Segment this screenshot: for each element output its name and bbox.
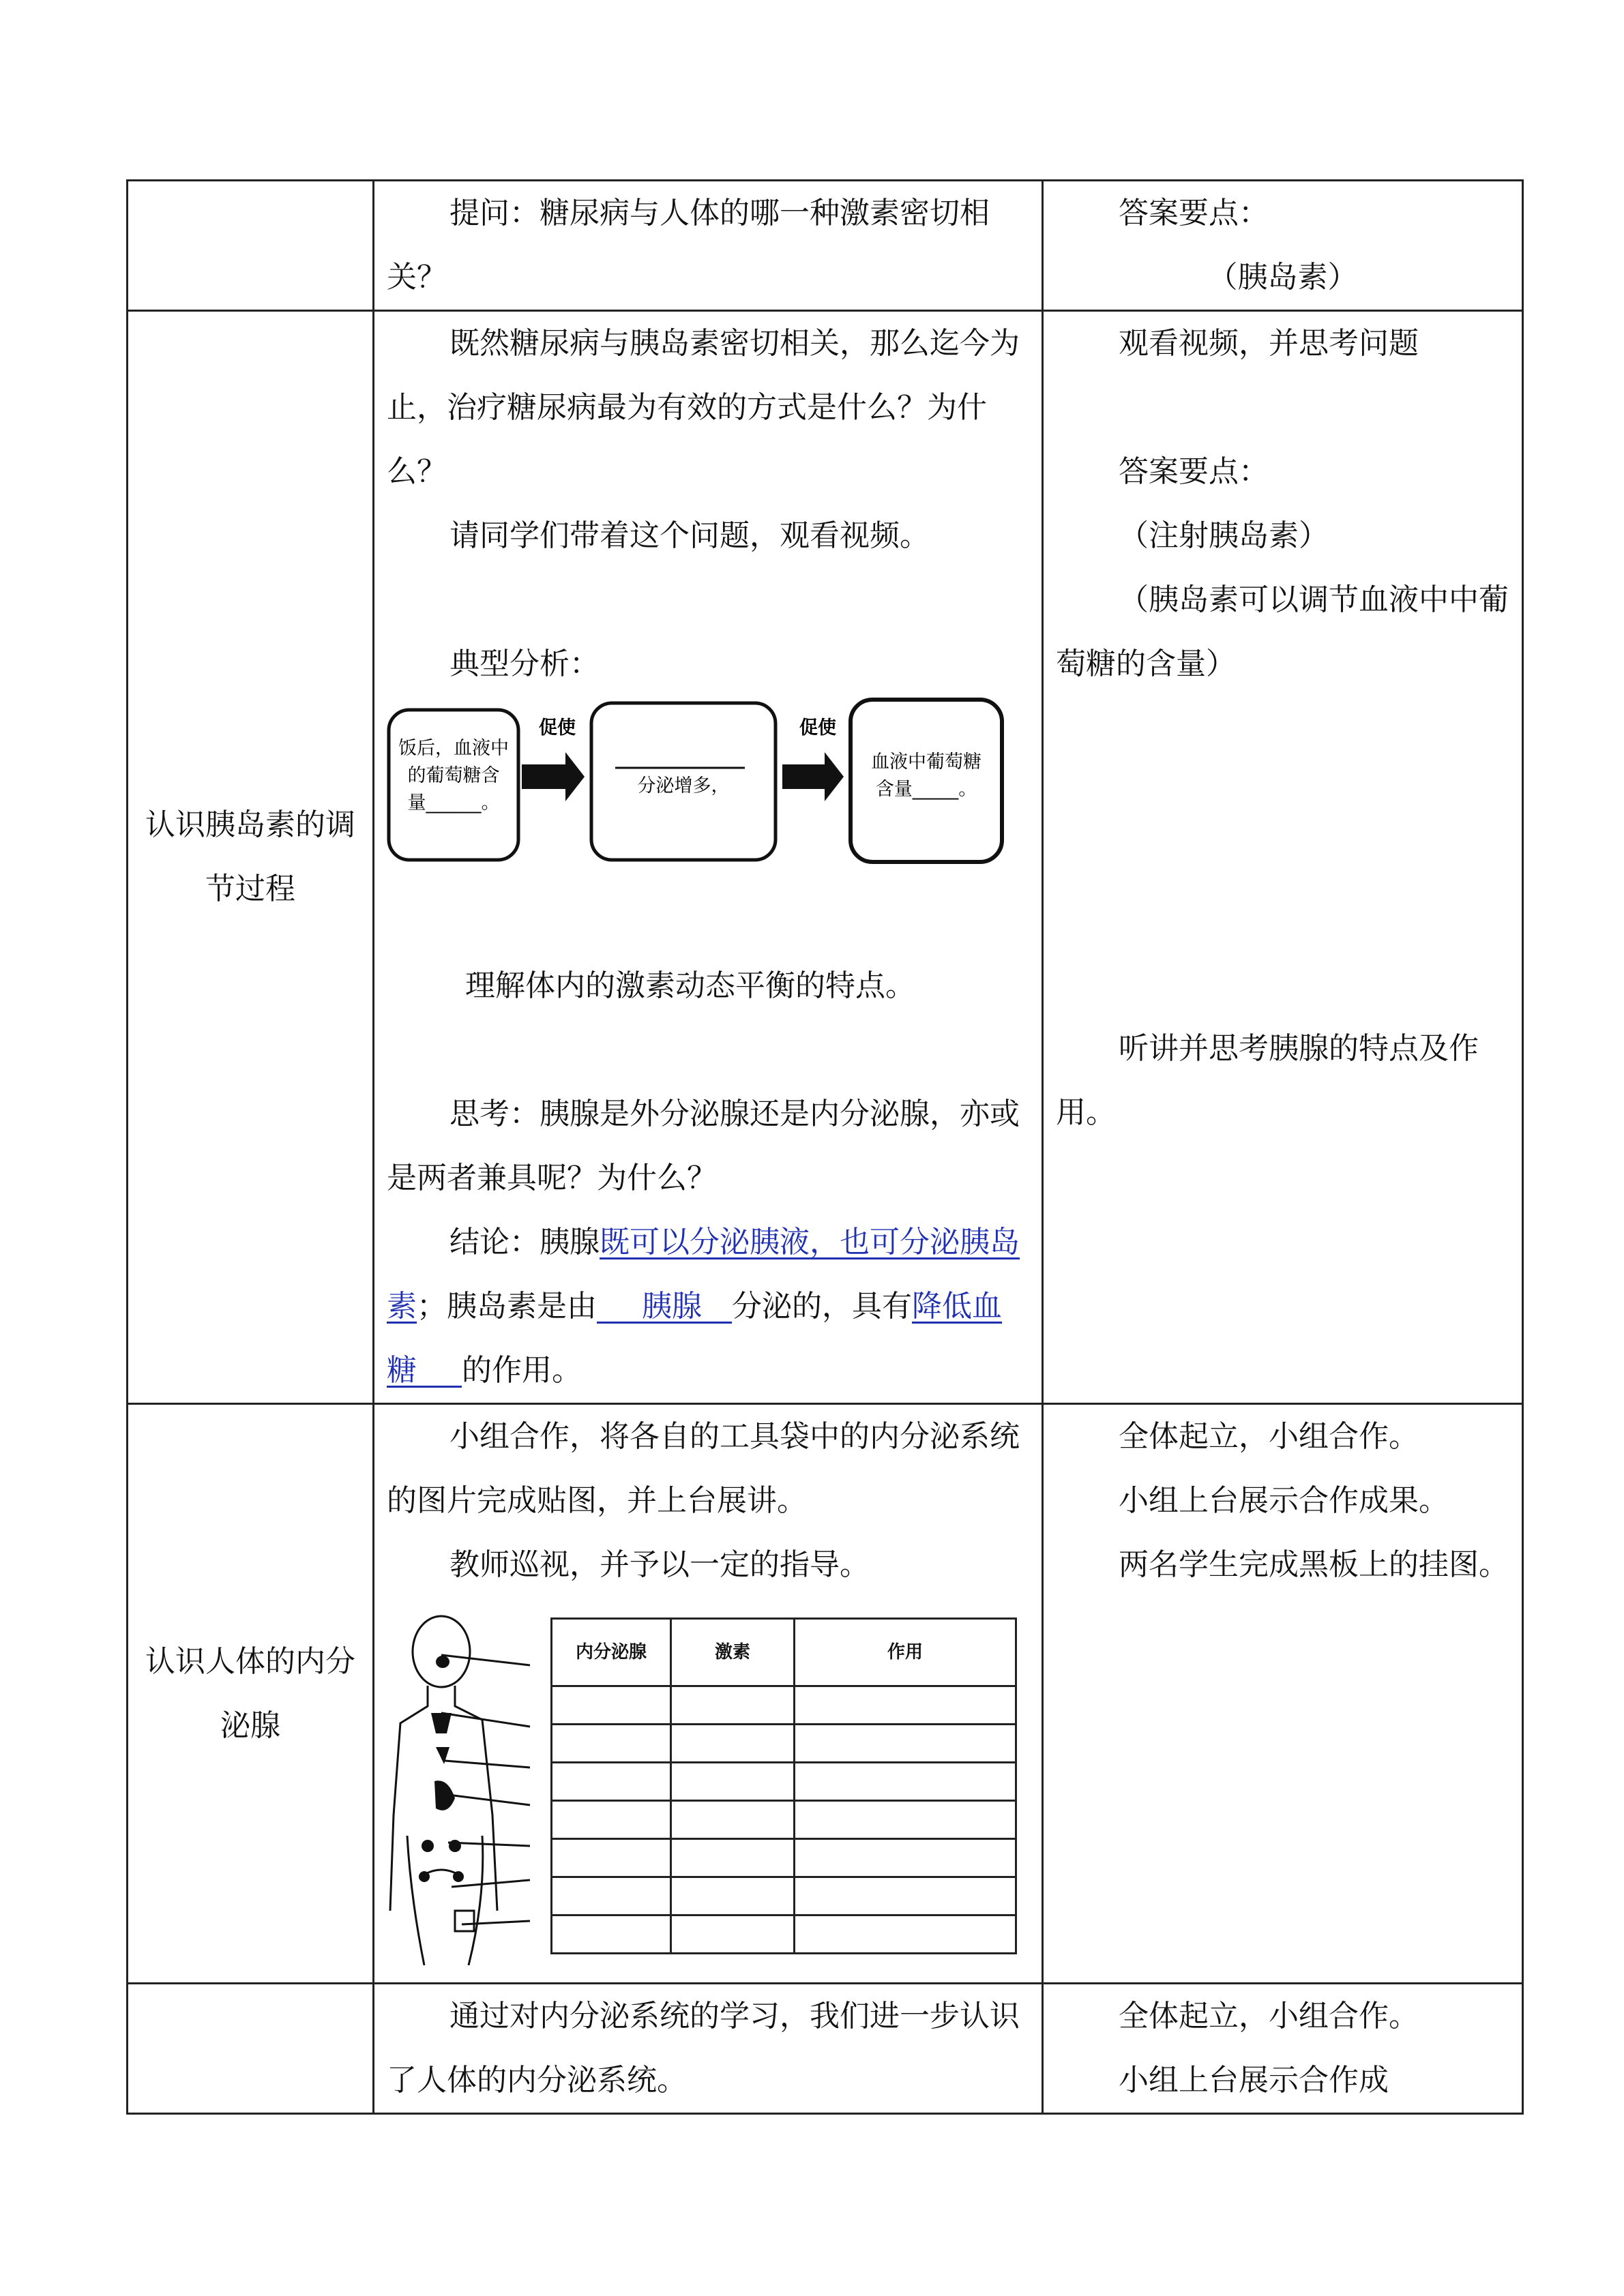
student-text: 全体起立，小组合作。 (1119, 1999, 1419, 2033)
activity-cell (374, 1984, 1043, 2114)
row-question (128, 181, 1523, 311)
gland-table-row (552, 1763, 1016, 1801)
gland-table-cell (552, 1915, 671, 1954)
row-endocrine-glands (128, 1404, 1523, 1984)
student-cell (1043, 1404, 1523, 1984)
flow-arrow-1 (522, 752, 585, 801)
activity-paragraph: 小组合作，将各自的工具袋中的内分泌系统的图片完成贴图，并上台展讲。 (387, 1419, 1020, 1518)
gland-table-cell (552, 1686, 671, 1725)
row-label-empty (128, 1984, 374, 2114)
gland-table-cell (795, 1686, 1016, 1725)
gland-table-cell (671, 1839, 795, 1877)
answer-text: （胰岛素） (1207, 260, 1358, 295)
flow-box-secretion-text: 分泌增多， (637, 775, 730, 796)
row-insulin-regulation (128, 311, 1523, 1404)
gland-table-row (552, 1915, 1016, 1954)
gland-table-row (552, 1877, 1016, 1915)
flow-arrow-2 (782, 752, 844, 801)
student-cell (1043, 181, 1523, 311)
activity-paragraph: 通过对内分泌系统的学习，我们进一步认识了人体的内分泌系统。 (387, 1999, 1020, 2098)
flow-box-glucose-line2: 含量_____。 (875, 779, 977, 800)
answer-link-text: 降低血糖 (387, 1289, 1002, 1388)
activity-paragraph: 请同学们带着这个问题，观看视频。 (449, 518, 930, 553)
student-text: 小组上台展示合作成 (1119, 2063, 1389, 2098)
conclusion-suffix: 的作用。 (462, 1353, 582, 1388)
answer-text: （胰岛素可以调节血液中中葡萄糖的含量） (1056, 582, 1509, 681)
endocrine-figure (387, 1611, 1029, 1965)
gland-header-function: 作用 (795, 1619, 1016, 1686)
insulin-flow-diagram (387, 696, 1005, 867)
activity-cell (374, 311, 1043, 1404)
row-summary (128, 1984, 1523, 2114)
activity-paragraph: 既然糖尿病与胰岛素密切相关，那么迄今为止，治疗糖尿病最为有效的方式是什么？为什么？ (387, 326, 1020, 489)
gland-table-row (552, 1686, 1016, 1725)
student-cell (1043, 311, 1523, 1404)
flow-box-glucose-line1: 血液中葡萄糖 (871, 751, 981, 773)
flow-arrow-label: 促使 (539, 717, 576, 739)
answer-heading: 答案要点： (1119, 454, 1269, 489)
gland-table-cell (795, 1839, 1016, 1877)
gland-table-cell (671, 1725, 795, 1763)
gland-table-row (552, 1839, 1016, 1877)
conclusion-prefix: 结论：胰腺 (449, 1225, 600, 1259)
lesson-plan-table (126, 179, 1524, 2115)
student-text: 小组上台展示合作成果。 (1119, 1483, 1449, 1518)
activity-paragraph: 理解体内的激素动态平衡的特点。 (465, 968, 915, 1003)
row-label-empty (128, 181, 374, 311)
gland-table-cell (795, 1725, 1016, 1763)
activity-paragraph: 思考：胰腺是外分泌腺还是内分泌腺，亦或是两者兼具呢？为什么？ (387, 1097, 1020, 1195)
student-text: 听讲并思考胰腺的特点及作用。 (1056, 1031, 1479, 1130)
gland-table-cell (671, 1877, 795, 1915)
gland-table-cell (552, 1839, 671, 1877)
gland-table-cell (552, 1877, 671, 1915)
gland-table-cell (795, 1801, 1016, 1839)
gland-table-cell (795, 1915, 1016, 1954)
gland-table-cell (671, 1801, 795, 1839)
analysis-heading: 典型分析： (449, 646, 600, 681)
gland-table-cell (795, 1877, 1016, 1915)
answer-text: （注射胰岛素） (1119, 518, 1329, 553)
flow-box-meal-line1: 饭后，血液中 (398, 738, 509, 759)
student-text: 两名学生完成黑板上的挂图。 (1119, 1547, 1509, 1582)
section-label: 认识人体的内分泌腺 (145, 1643, 355, 1743)
answer-link-text: 胰腺 (642, 1289, 702, 1324)
gland-table-cell (671, 1915, 795, 1954)
conclusion-text: ；胰岛素是由 (417, 1289, 597, 1324)
answer-heading: 答案要点： (1119, 196, 1269, 230)
gland-table-cell (552, 1801, 671, 1839)
gland-table-cell (552, 1763, 671, 1801)
gland-table-cell (552, 1725, 671, 1763)
gland-table-row (552, 1801, 1016, 1839)
activity-cell (374, 181, 1043, 311)
gland-table-cell (795, 1763, 1016, 1801)
gland-table-row (552, 1725, 1016, 1763)
gland-header-hormone: 激素 (671, 1619, 795, 1686)
gland-table-cell (671, 1686, 795, 1725)
section-label: 认识胰岛素的调节过程 (145, 807, 355, 906)
student-text: 观看视频，并思考问题 (1119, 326, 1419, 361)
activity-cell (374, 1404, 1043, 1984)
conclusion-text: 分泌的，具有 (732, 1289, 912, 1324)
gland-table-header (552, 1619, 1016, 1686)
conclusion-paragraph (387, 1210, 1029, 1403)
flow-box-meal-line3: 量______。 (407, 792, 500, 814)
question-text: 提问：糖尿病与人体的哪一种激素密切相关？ (387, 196, 990, 295)
row-label-glands (128, 1404, 374, 1984)
activity-paragraph: 教师巡视，并予以一定的指导。 (449, 1547, 870, 1582)
student-cell (1043, 1984, 1523, 2114)
gland-header-gland: 内分泌腺 (552, 1619, 671, 1686)
flow-box-meal-line2: 的葡萄糖含 (407, 765, 500, 786)
answer-link[interactable]: 既可以分泌胰液，也可分泌胰岛素 (387, 1225, 1020, 1324)
endocrine-gland-table (550, 1617, 1017, 1954)
human-body-outline (387, 1611, 544, 1965)
student-text: 全体起立，小组合作。 (1119, 1419, 1419, 1454)
row-label-insulin (128, 311, 374, 1404)
gland-table-cell (671, 1763, 795, 1801)
answer-link[interactable] (597, 1289, 732, 1324)
flow-arrow-label: 促使 (799, 717, 836, 739)
